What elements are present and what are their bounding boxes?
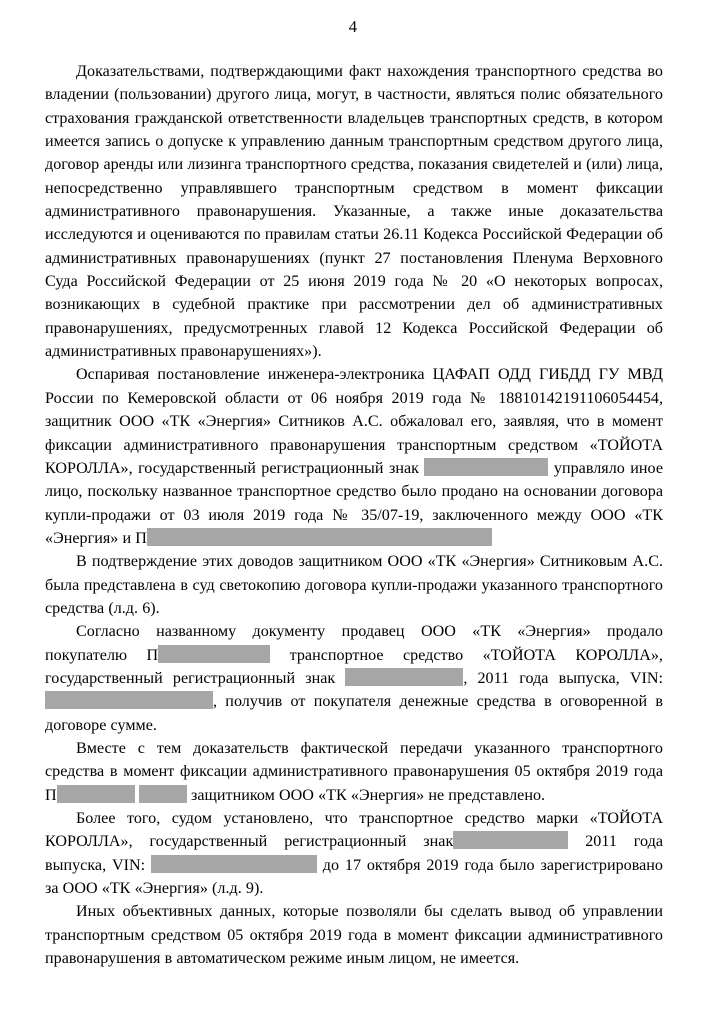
redacted-buyer-name-1 — [147, 528, 492, 546]
redacted-license-plate-3 — [453, 831, 568, 849]
paragraph-contract-text-before-vin: , 2011 года выпуска, VIN: — [463, 669, 663, 687]
redacted-license-plate-1 — [424, 458, 548, 476]
paragraph-evidence-definition: Доказательствами, подтверждающими факт нахождения транспортного средства во владении (пользовании) другого лица, могут, в частности, являться полис обязательного страхования гражданской ответственности владельцев транспортных средств, в котором имеется запись о допуске к управлению данным транспортным средством другого лица, договор аренды или лизинга транспортного средства, показания свидетелей и (или) лица, непосредственно управлявшего транспортным средством в момент фиксации административного правонарушения. Указанные, а также иные доказательства исследуются и оцениваются по правилам статьи 26.11 Кодекса Российской Федерации об административных правонарушениях (пункт 27 постановления Пленума Верховного Суда Российской Федерации от 25 июня 2019 года № 20 «О некоторых вопросах, возникающих в судебной практике при рассмотрении дел об административных правонарушениях, предусмотренных главой 12 Кодекса Российской Федерации об административных правонарушениях»). — [45, 63, 663, 361]
paragraph-no-transfer-evidence — [45, 737, 663, 807]
paragraph-contract-details — [45, 620, 663, 737]
paragraph-registration-text-after-vin: до 17 октября 2019 года было зарегистрировано за ООО «ТК «Энергия» (л.д. 9). — [45, 856, 663, 898]
paragraph-appeal-text-after-plate: управляло иное лицо, поскольку названное транспортное средство было продано на основании договора купли-продажи от 03 июля 2019 года № 35/07-19, заключенного между ООО «ТК «Энергия» и П — [45, 459, 663, 547]
paragraph-registration-text-before-plate: Более того, судом установлено, что транспортное средство марки «ТОЙОТА КОРОЛЛА», государственный регистрационный знак — [45, 810, 663, 851]
redacted-vin-1 — [45, 691, 213, 709]
redacted-person-initials — [139, 785, 187, 803]
paragraph-registration-text-before-vin: 2011 года выпуска, VIN: — [45, 833, 663, 874]
page-number: 4 — [348, 17, 358, 36]
paragraph-appeal-statement — [45, 363, 663, 550]
paragraph-conclusion: Иных объективных данных, которые позволяли бы сделать вывод об управлении транспортным средством 05 октября 2019 года в момент фиксации административного правонарушения в автоматическом режиме иным лицом, не имеется. — [45, 903, 663, 968]
paragraph-contract-text-before-plate: транспортное средство «ТОЙОТА КОРОЛЛА», государственный регистрационный знак — [45, 646, 663, 687]
redacted-vin-2 — [151, 855, 317, 873]
redacted-buyer-name-2 — [158, 645, 270, 663]
paragraph-contract-text-before-name: Согласно названному документу продавец ООО «ТК «Энергия» продало покупателю П — [45, 623, 663, 664]
paragraph-contract-submitted: В подтверждение этих доводов защитником ООО «ТК «Энергия» Ситниковым А.С. была представлена в суд светокопию договора купли-продажи указанного транспортного средства (л.д. 6). — [45, 553, 663, 617]
paragraph-appeal-text-before-plate: Оспаривая постановление инженера-электроника ЦАФАП ОДД ГИБДД ГУ МВД России по Кемеровской области от 06 ноября 2019 года № 18810142191106054454, защитник ООО «ТК «Энергия» Ситников А.С. обжаловал его, заявляя, что в момент фиксации административного правонарушения транспортным средством «ТОЙОТА КОРОЛЛА», государственный регистрационный знак — [45, 366, 663, 477]
paragraph-contract-text-after-vin: , получив от покупателя денежные средства в оговоренной в договоре сумме. — [45, 693, 663, 734]
document-body — [45, 60, 663, 970]
redacted-license-plate-2 — [345, 668, 463, 686]
paragraph-registration-finding — [45, 807, 663, 900]
paragraph-no-transfer-text-after-name: защитником ООО «ТК «Энергия» не представлено. — [190, 786, 546, 804]
redacted-person-surname — [57, 785, 135, 803]
paragraph-no-transfer-text-before-name: Вместе с тем доказательств фактической передачи указанного транспортного средства в момент фиксации административного правонарушения 05 октября 2019 года П — [45, 739, 663, 804]
